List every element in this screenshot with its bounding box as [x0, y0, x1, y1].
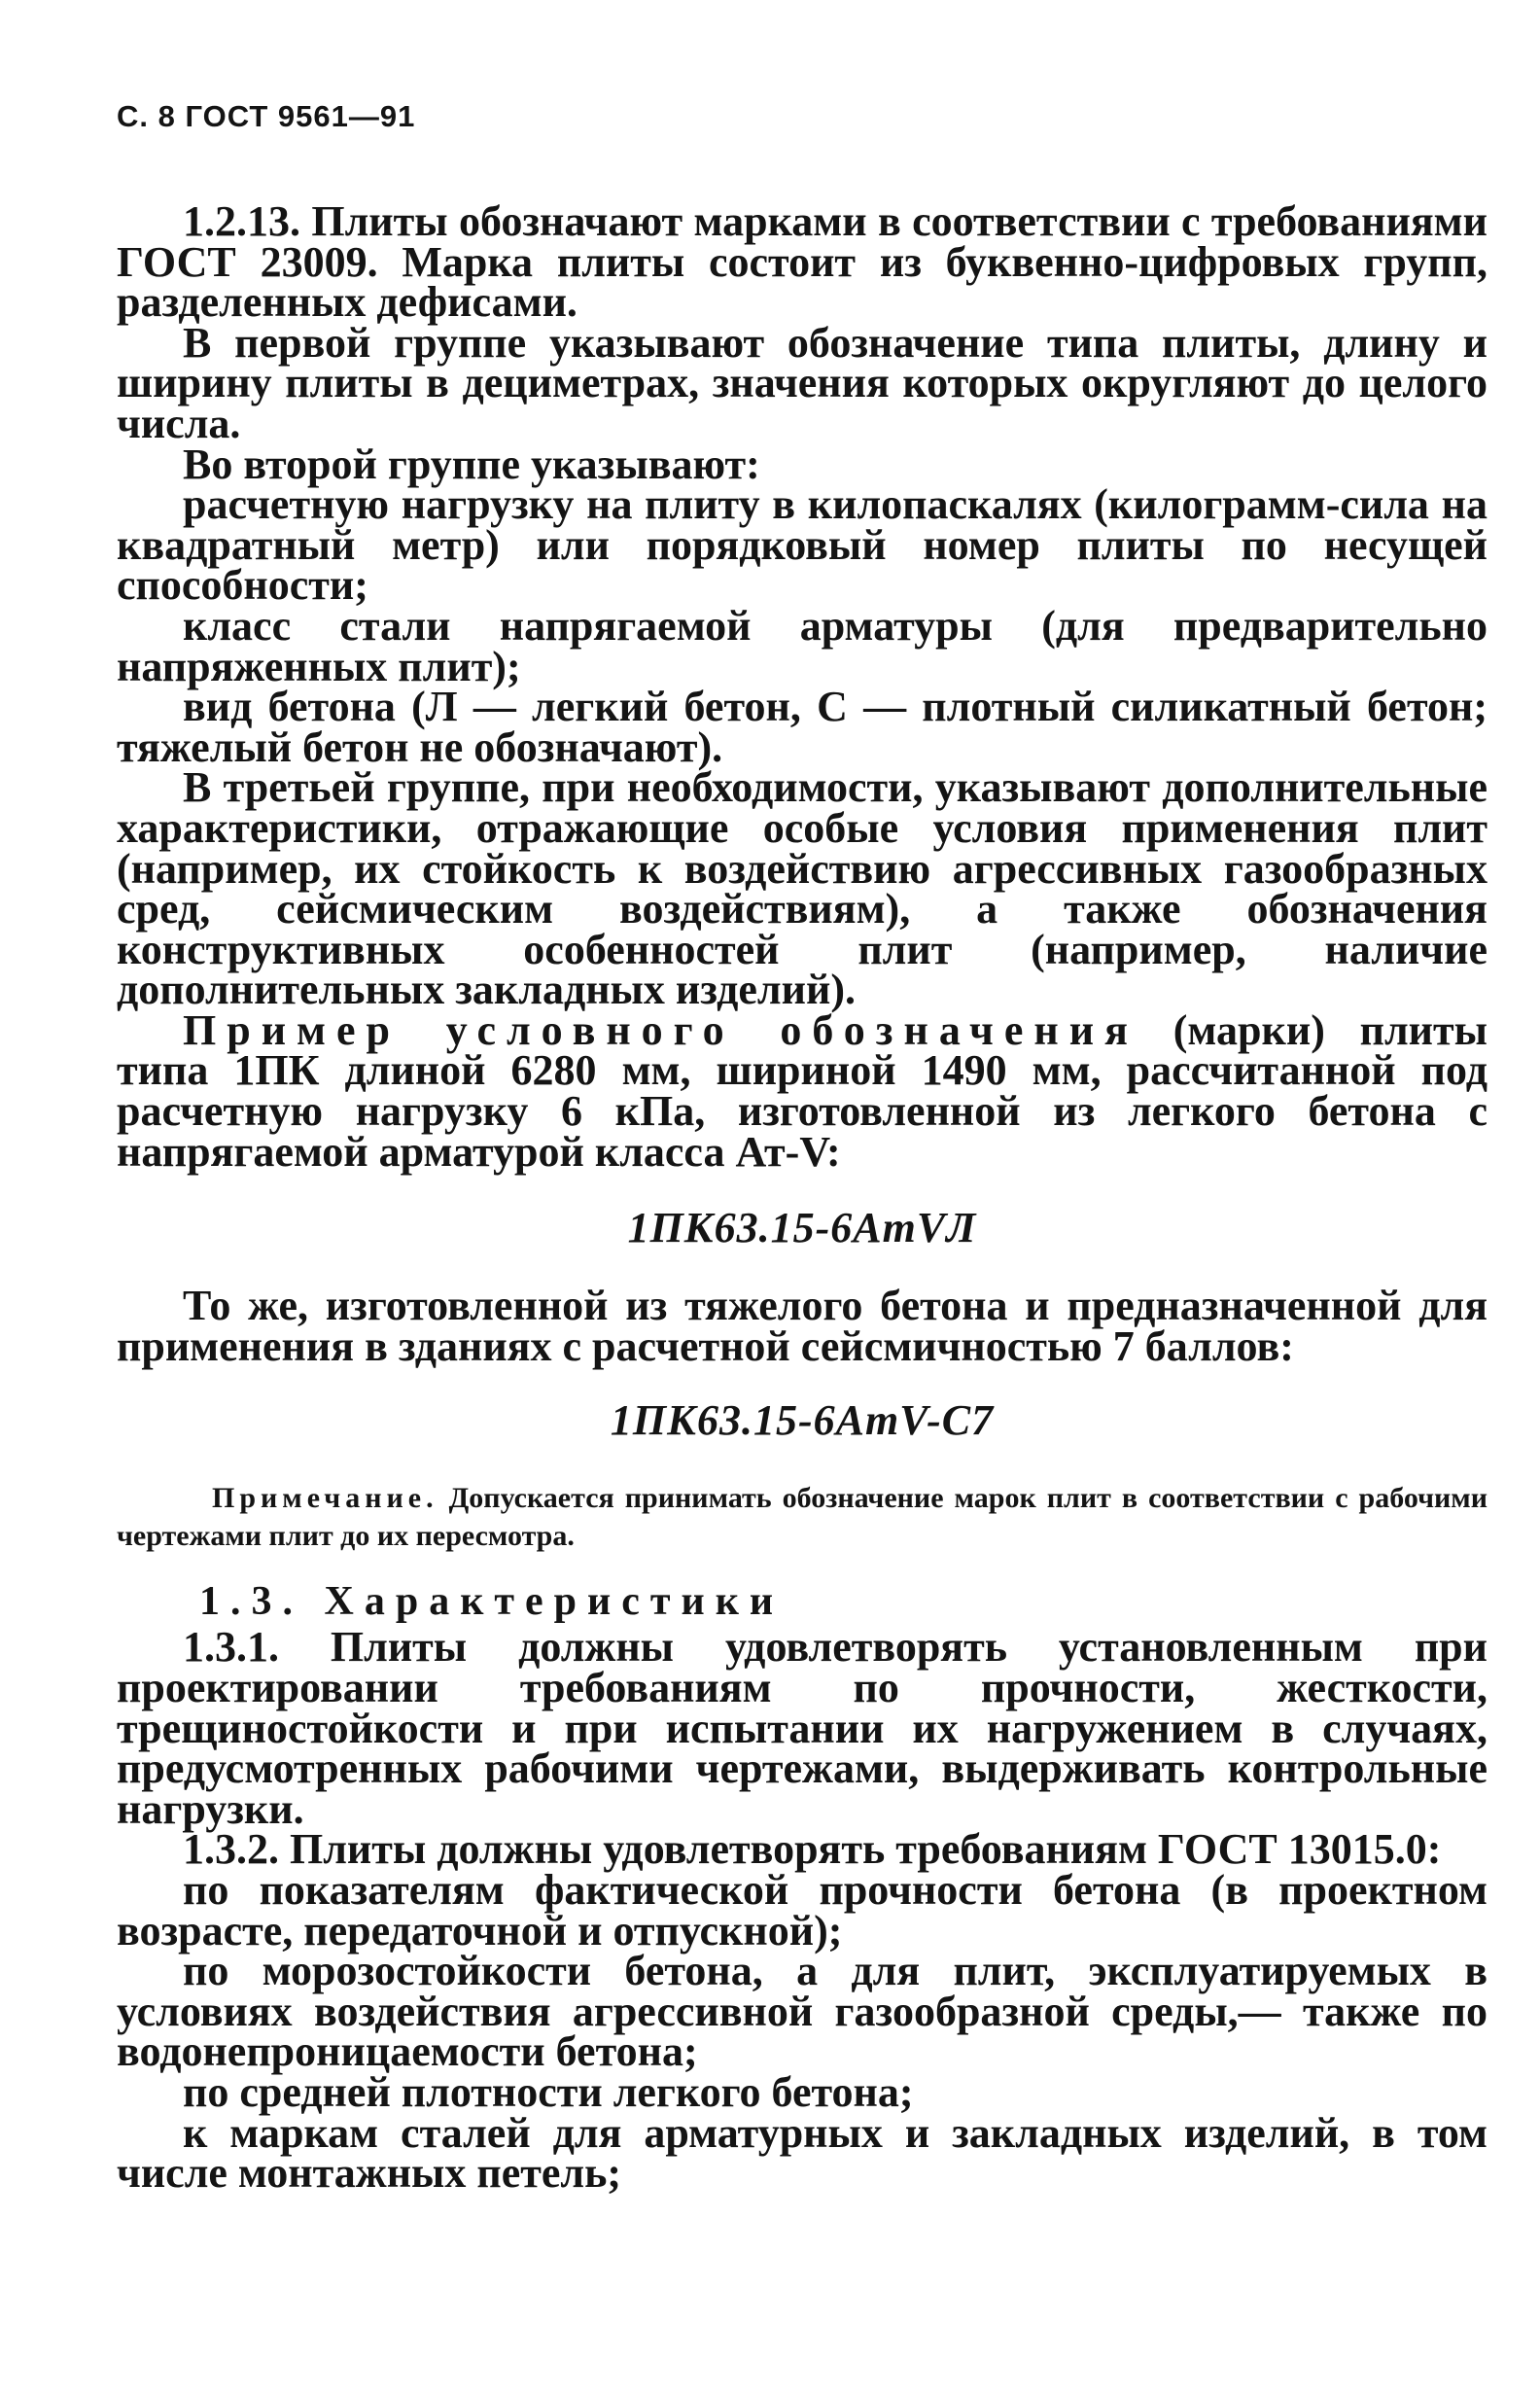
note	[117, 1479, 1488, 1555]
paragraph-1-2-13: 1.2.13. Плиты обозначают марками в соответствии с требованиями ГОСТ 23009. Марка плиты состоит из буквенно-цифровых групп, разделенных дефисами.	[117, 197, 1488, 327]
paragraph-first-group: В первой группе указывают обозначение типа плиты, длину и ширину плиты в дециметрах, значения которых округляют до целого числа.	[117, 318, 1488, 447]
example-lead: Пример условного обозначения	[183, 1005, 1138, 1054]
document-page	[117, 99, 1488, 2198]
paragraph-load: расчетную нагрузку на плиту в килопаскалях (килограмм-сила на квадратный метр) или порядковый номер плиты по несущей способности;	[117, 480, 1488, 610]
paragraph-1-3-2-frost: по морозостойкости бетона, а для плит, эксплуатируемых в условиях воздействия агрессивной газообразной среды,— также по водонепроницаемости бетона;	[117, 1947, 1488, 2076]
paragraph-1-3-2-density: по средней плотности легкого бетона;	[183, 2067, 914, 2116]
note-label: Примечание.	[212, 1482, 438, 1515]
section-title-characteristics: 1.3. Характеристики	[199, 1579, 785, 1625]
paragraph-1-3-2-steel: к маркам сталей для арматурных и закладных изделий, в том числе монтажных петель;	[117, 2108, 1488, 2198]
paragraph-same-heavy: То же, изготовленной из тяжелого бетона и предназначенной для применения в зданиях с расчетной сейсмичностью 7 баллов:	[117, 1282, 1488, 1370]
page-header: С. 8 ГОСТ 9561—91	[117, 99, 416, 133]
paragraph-concrete-type: вид бетона (Л — легкий бетон, С — плотный силикатный бетон; тяжелый бетон не обозначают).	[117, 683, 1488, 771]
note-text: Допускается принимать обозначение марок плит в соответствии с рабочими чертежами плит до их пересмотра.	[117, 1482, 1488, 1553]
example-rest: (марки) плиты типа 1ПК длиной 6280 мм, шириной 1490 мм, рассчитанной под расчетную нагрузку 6 кПа, изготовленной из легкого бетона с напрягаемой арматурой класса Ат-V:	[117, 1005, 1488, 1176]
paragraph-1-3-2-strength: по показателям фактической прочности бетона (в проектном возрасте, передаточной и отпускной);	[117, 1866, 1488, 1955]
paragraph-third-group: В третьей группе, при необходимости, указывают дополнительные характеристики, отражающие особые условия применения плит (например, их стойкость к воздействию агрессивных газообразных сред, сейсмическим воздействиям), а также обозначения конструктивных особенностей плит (например, наличие дополнительных закладных изделий).	[117, 763, 1488, 1014]
paragraph-example	[117, 1005, 1488, 1176]
paragraph-steel-class: класс стали напрягаемой арматуры (для предварительно напряженных плит);	[117, 601, 1488, 690]
paragraph-1-3-1: 1.3.1. Плиты должны удовлетворять установленным при проектировании требованиям по прочности, жесткости, трещиностойкости и при испытании их нагружением в случаях, предусмотренных рабочими чертежами, выдерживать контрольные нагрузки.	[117, 1623, 1488, 1833]
paragraph-1-3-2: 1.3.2. Плиты должны удовлетворять требованиям ГОСТ 13015.0:	[183, 1825, 1442, 1874]
formula-1: 1ПК63.15-6АтVЛ	[627, 1204, 977, 1252]
paragraph-second-group: Во второй группе указывают:	[183, 440, 760, 488]
formula-2: 1ПК63.15-6АтV-С7	[610, 1396, 995, 1445]
